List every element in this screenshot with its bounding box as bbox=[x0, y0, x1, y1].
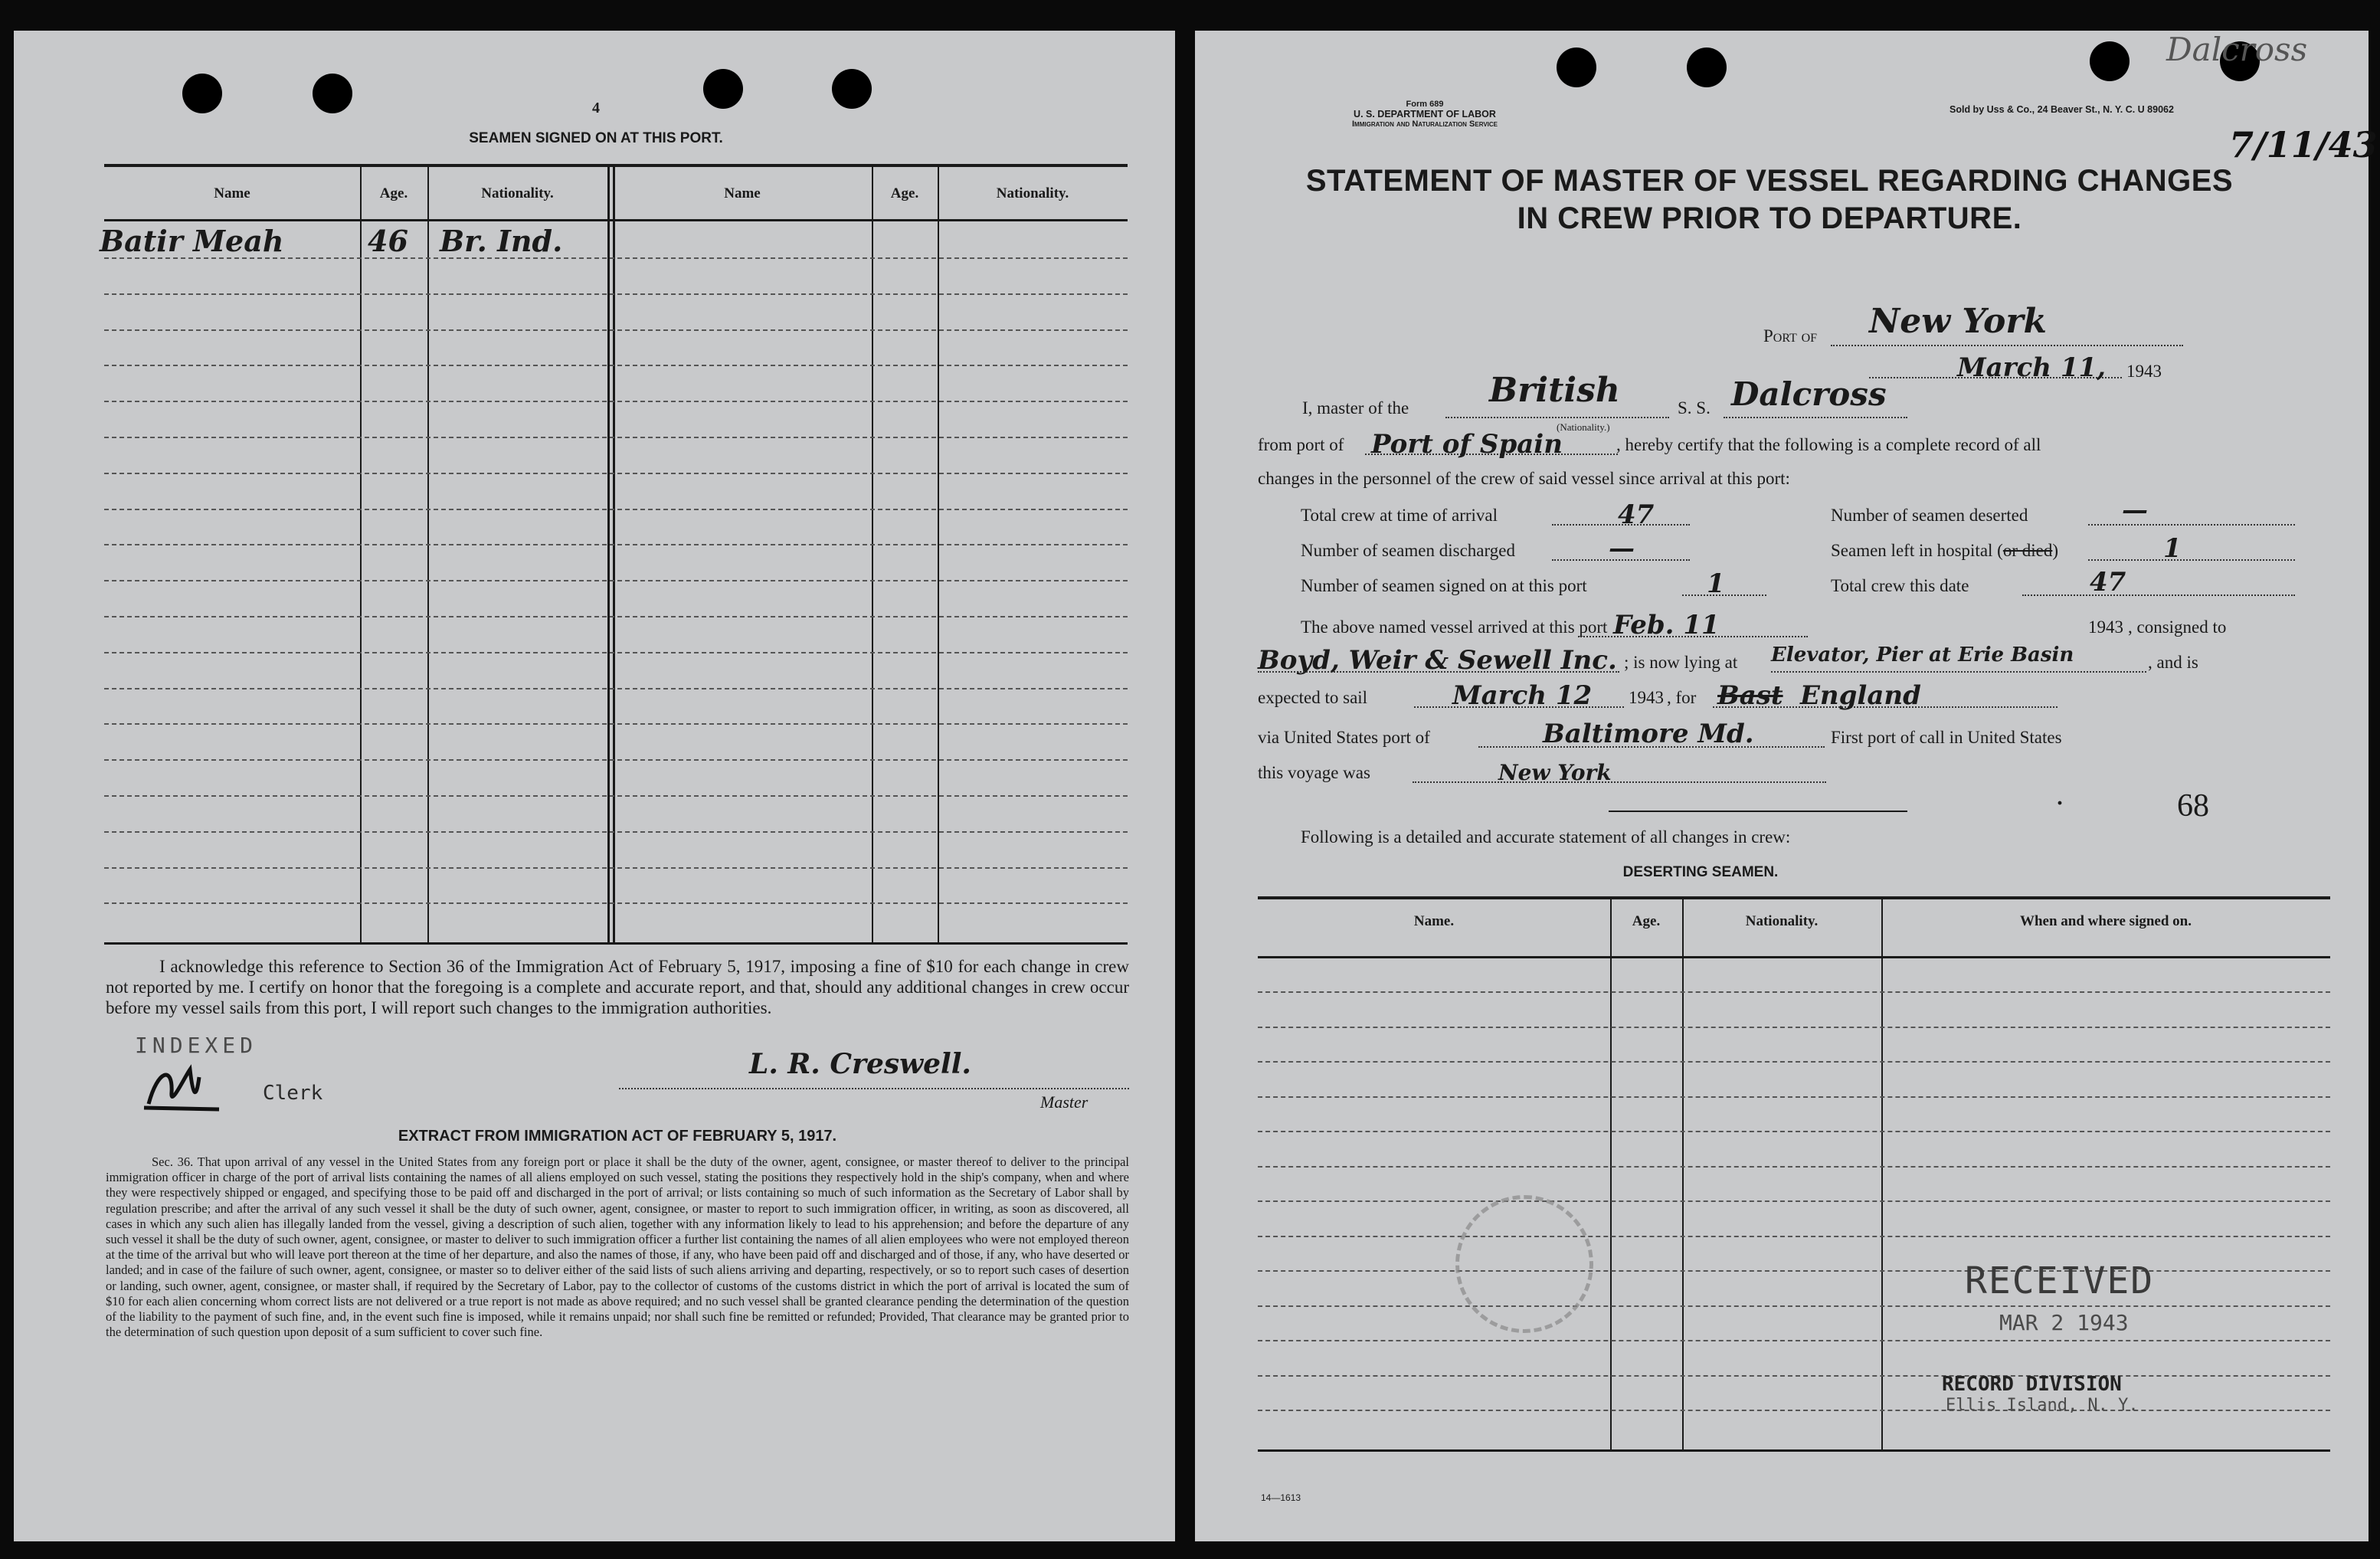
table-row bbox=[104, 544, 1128, 545]
annotation-date: 7/11/43 bbox=[2229, 124, 2378, 165]
punch-hole bbox=[2090, 41, 2130, 81]
acknowledgment-text: I acknowledge this reference to Section 36 of the Immigration Act of February 5, 1917, imposing a fine of $10 for each change in crew not reported by me. I certify on honor that the foregoing is a complete and accurate report, and that, should any additional changes in crew occur before my vessel sails from this port, I will report such changes to the immigration authorities. bbox=[106, 957, 1129, 1017]
lying-label: ; is now lying at bbox=[1624, 653, 1738, 672]
arrived-year: 1943 bbox=[2088, 617, 2123, 637]
table-row bbox=[1258, 1061, 2330, 1063]
table-row bbox=[1258, 1236, 2330, 1237]
extract-title: EXTRACT FROM IMMIGRATION ACT OF FEBRUARY 5, 1917. bbox=[398, 1128, 837, 1145]
table-row bbox=[104, 795, 1128, 797]
punch-hole bbox=[703, 69, 743, 109]
table-row bbox=[1258, 1410, 2330, 1411]
table-row bbox=[104, 616, 1128, 617]
total-today-label: Total crew this date bbox=[1831, 576, 1969, 595]
punch-hole bbox=[313, 74, 352, 113]
table-row bbox=[1258, 1200, 2330, 1202]
via-label: via United States port of bbox=[1258, 728, 1430, 747]
table-row bbox=[1258, 1375, 2330, 1377]
col-name: Name bbox=[214, 185, 250, 201]
table-row bbox=[104, 329, 1128, 331]
vessel-value: Dalcross bbox=[1731, 375, 1887, 413]
round-seal bbox=[1455, 1195, 1593, 1333]
col-age: Age. bbox=[1632, 913, 1661, 929]
indexed-stamp: INDEXED bbox=[135, 1033, 258, 1058]
total-crew-arrival: 47 bbox=[1618, 499, 1655, 530]
table-row bbox=[104, 365, 1128, 366]
arrived-label: The above named vessel arrived at this port bbox=[1301, 617, 1608, 637]
table-row bbox=[104, 580, 1128, 581]
table-row bbox=[1258, 1305, 2330, 1307]
col-name: Name. bbox=[1413, 913, 1455, 929]
form-header: Form 689 U. S. DEPARTMENT OF LABOR Immigration and Naturalization Service bbox=[1351, 100, 1498, 129]
left-page bbox=[14, 31, 1175, 1541]
col-name-2: Name bbox=[724, 185, 761, 201]
total-crew-arrival-label: Total crew at time of arrival bbox=[1301, 506, 1498, 525]
col-nationality: Nationality. bbox=[1745, 913, 1819, 929]
table-row bbox=[1258, 1131, 2330, 1132]
nationality-caption: (Nationality.) bbox=[1557, 421, 1610, 433]
table-row bbox=[104, 652, 1128, 653]
punch-hole bbox=[1687, 47, 1727, 87]
entry-age: 46 bbox=[368, 224, 408, 258]
table-row bbox=[104, 688, 1128, 689]
first-call-label: First port of call in United States bbox=[1831, 728, 2062, 747]
discharged-label: Number of seamen discharged bbox=[1301, 541, 1515, 560]
master-signature: L. R. Creswell. bbox=[749, 1048, 971, 1080]
sail-value: March 12 bbox=[1452, 680, 1593, 711]
lying-value: Elevator, Pier at Erie Basin bbox=[1771, 644, 2074, 667]
table-row bbox=[104, 867, 1128, 869]
extract-text: Sec. 36. That upon arrival of any vessel in the United States from any foreign port or place it shall be the duty of the owner, agent, consignee, or master thereof to deliver to the principal immigration officer in charge of the port of arrival lists containing the names of all aliens employed on such vessel, stating the positions they respectively hold in the ship's company, when and where they were respectively shipped or engaged, and specifying those to be paid off and discharged in the port of arrival; or lists containing so much of such information as the Secretary of Labor shall by regulation prescribe; and after the arrival of any such vessel it shall be the duty of such owner, agent, consignee, or master to report to such immigration officer, in writing, as soon as discovered, all cases in which any such alien has illegally landed from the vessel, giving a description of such alien, together with any information likely to lead to his apprehension; and before the departure of any such vessel it shall be the duty of such owner, agent, consignee, or master to deliver to such immigration officer a further list containing the names of all alien employees who were not employed thereon at the time of the arrival but who will leave port thereon at the time of her departure, and also the names of those, if any, who have been paid off and discharged and of those, if any, who have deserted or landed; and in case of the failure of such owner, agent, consignee, or master so to deliver either of the said lists of such aliens arriving and departing, respectively, or so to report such cases of desertion or landing, such owner, agent, consignee, or master shall, if required by the Secretary of Labor, pay to the collector of customs of the customs district in which the port of arrival is located the sum of $10 for each alien concerning whom correct lists are not delivered or a true report is not made as above required; and no such vessel shall be granted clearance pending the determination of the question of the liability to the payment of such fine, and, in the event such fine is imposed, while it remains unpaid; nor shall such fine be remitted or refunded; Provided, That clearance may be granted prior to the determination of such question upon deposit of a sum sufficient to cover such fine. bbox=[106, 1155, 1129, 1340]
table-row bbox=[1258, 1096, 2330, 1098]
form-title: STATEMENT OF MASTER OF VESSEL REGARDING CHANGES IN CREW PRIOR TO DEPARTURE. bbox=[1305, 164, 2234, 235]
table-row bbox=[104, 759, 1128, 761]
certify-text: , hereby certify that the following is a complete record of all bbox=[1616, 435, 2041, 454]
footer-code: 14—1613 bbox=[1261, 1492, 1301, 1503]
col-when-where: When and where signed on. bbox=[2019, 913, 2192, 929]
table-row bbox=[1258, 1270, 2330, 1272]
section-title: SEAMEN SIGNED ON AT THIS PORT. bbox=[469, 130, 723, 146]
signed-on: 1 bbox=[1707, 568, 1725, 599]
date-value: March 11, bbox=[1957, 352, 2106, 383]
for-label: , for bbox=[1667, 688, 1697, 707]
right-page: Dalcross 7/11/43 Form 689 U. S. DEPARTMENT OF LABOR Immigration and Naturalization Service Sold by Uss & Co., 24 Beaver St., N. Y. C. U 89062 STATEMENT OF MASTER OF VESSEL REGARDING CHANGES IN CREW PRIOR TO DEPARTURE. Port of New York March 11, 1943 I, master of the British (Nationality.) S. S. Dalcross from port of Port of Spain , hereby certify that the following is a complete record of all changes in the personnel of the crew of said vessel since arrival at this port: Total crew at time of arrival 47 Number of seamen discharged — Number of seamen signed on at this port 1 Number of seamen deserted — Seamen left in hospital (or died) 1 Total crew this date 47 The above named vessel arrived at this port Feb. 11 1943 , consigned to Boyd, Weir & Sewell Inc. ; is now lying at Elevator, Pier at Erie Basin , and is expected to sail March 12 1943 , for Bast England via United States port of Baltimore Md. First port of call in United States this voyage was New York · 68 Following is a detailed and accurate statement of all changes in crew: DESERTING SEAMEN. Name. Age. Nationality. When and where signed on. RECEIVED MAR 2 1943 RECORD DIVISION Ellis Island, N. Y. 14—1613 bbox=[1195, 31, 2369, 1541]
expected-label: expected to sail bbox=[1258, 688, 1368, 707]
signed-on-label: Number of seamen signed on at this port bbox=[1301, 576, 1587, 595]
table-row bbox=[104, 831, 1128, 833]
table-row bbox=[104, 437, 1128, 438]
table-row bbox=[104, 509, 1128, 510]
master-label: Master bbox=[1040, 1092, 1089, 1112]
seller-note: Sold by Uss & Co., 24 Beaver St., N. Y. C. U 89062 bbox=[1950, 104, 2174, 115]
col-nationality-2: Nationality. bbox=[996, 185, 1069, 201]
table-row bbox=[1258, 1027, 2330, 1028]
annotation-vessel: Dalcross bbox=[2166, 31, 2308, 68]
received-date: MAR 2 1943 bbox=[1999, 1310, 2129, 1335]
ellis-island: Ellis Island, N. Y. bbox=[1946, 1396, 2139, 1415]
voyage-value: New York bbox=[1498, 760, 1612, 785]
and-is-label: , and is bbox=[2148, 653, 2198, 672]
punch-hole bbox=[832, 69, 872, 109]
from-port-value: Port of Spain bbox=[1371, 429, 1563, 460]
hospital: 1 bbox=[2163, 533, 2182, 564]
port-value: New York bbox=[1869, 302, 2048, 341]
col-nationality: Nationality. bbox=[481, 185, 554, 201]
date-year: 1943 bbox=[2126, 362, 2162, 381]
received-stamp: RECEIVED bbox=[1965, 1259, 2155, 1302]
entry-name: Batir Meah bbox=[100, 224, 284, 258]
arrived-value: Feb. 11 bbox=[1613, 610, 1720, 640]
page-number-right: 68 bbox=[2177, 788, 2209, 824]
master-of-label: I, master of the bbox=[1302, 398, 1409, 418]
voyage-label: this voyage was bbox=[1258, 763, 1370, 782]
nationality-value: British bbox=[1489, 371, 1620, 410]
consignee-value: Boyd, Weir & Sewell Inc. bbox=[1258, 645, 1617, 676]
destination-struck: Bast bbox=[1717, 680, 1783, 711]
from-port-label: from port of bbox=[1258, 435, 1344, 454]
page-number: 4 bbox=[592, 100, 600, 116]
table-row bbox=[104, 902, 1128, 904]
table-row bbox=[104, 723, 1128, 725]
record-division: RECORD DIVISION bbox=[1942, 1373, 2122, 1396]
deserted-label: Number of seamen deserted bbox=[1831, 506, 2028, 525]
table-row bbox=[1258, 1166, 2330, 1168]
col-age: Age. bbox=[379, 185, 408, 201]
table-row bbox=[104, 293, 1128, 295]
entry-nationality: Br. Ind. bbox=[440, 224, 563, 258]
ss-label: S. S. bbox=[1678, 398, 1711, 418]
col-age-2: Age. bbox=[890, 185, 919, 201]
table-row bbox=[1258, 1340, 2330, 1341]
table-row bbox=[104, 401, 1128, 402]
punch-hole bbox=[182, 74, 222, 113]
following-text: Following is a detailed and accurate statement of all changes in crew: bbox=[1301, 827, 1791, 847]
changes-text: changes in the personnel of the crew of said vessel since arrival at this port: bbox=[1258, 469, 1790, 488]
clerk-label: Clerk bbox=[263, 1082, 323, 1105]
discharged: — bbox=[1609, 533, 1635, 564]
deserting-title: DESERTING SEAMEN. bbox=[1622, 864, 1779, 880]
via-value: Baltimore Md. bbox=[1543, 719, 1754, 749]
deserted: — bbox=[2122, 495, 2148, 526]
table-row bbox=[1258, 991, 2330, 993]
hospital-label: Seamen left in hospital (or died) bbox=[1831, 541, 2059, 560]
clerk-initials bbox=[142, 1062, 227, 1115]
consigned-label: , consigned to bbox=[2128, 617, 2227, 637]
port-label: Port of bbox=[1763, 326, 1818, 346]
destination-value: England bbox=[1800, 680, 1921, 711]
sail-year: 1943 bbox=[1629, 688, 1664, 707]
punch-hole bbox=[1557, 47, 1596, 87]
table-row bbox=[104, 473, 1128, 474]
total-today: 47 bbox=[2090, 567, 2126, 598]
